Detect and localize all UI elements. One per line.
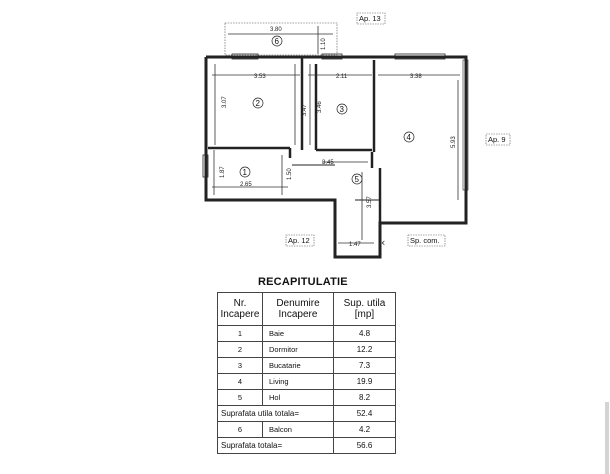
grand-total-area: 56.6 <box>334 438 396 454</box>
row-name: Hol <box>263 390 334 406</box>
table-row <box>218 358 396 374</box>
dim-bath-width: 2.65 <box>240 182 252 188</box>
dim-room4-height: 5.93 <box>451 136 457 148</box>
useful-total-label: Suprafata utila totala= <box>218 406 334 422</box>
header-area-line1: Sup. utila <box>343 298 386 309</box>
header-nr <box>218 293 263 326</box>
row-area: 4.8 <box>334 326 396 342</box>
room-number-1: 1 <box>242 168 247 177</box>
table-row <box>218 422 396 438</box>
scrollbar-thumb[interactable] <box>605 402 609 474</box>
dim-entry-width: 1.47 <box>349 242 361 248</box>
dim-room4-width: 3.38 <box>410 74 422 80</box>
room-number-4: 4 <box>406 133 411 142</box>
row-area: 4.2 <box>334 422 396 438</box>
row-nr: 6 <box>218 422 263 438</box>
row-name: Living <box>263 374 334 390</box>
dim-bath-side: 1.50 <box>287 168 293 180</box>
row-area: 19.9 <box>334 374 396 390</box>
recap-title: RECAPITULATIE <box>258 276 348 288</box>
dim-room2-width: 3.53 <box>254 74 266 80</box>
dim-hall-width: 3.45 <box>322 160 334 166</box>
label-ap-12: Ap. 12 <box>288 236 310 245</box>
header-area <box>334 293 396 326</box>
row-name: Baie <box>263 326 334 342</box>
row-nr: 2 <box>218 342 263 358</box>
dim-bath-height: 1.87 <box>220 166 226 178</box>
row-name: Balcon <box>263 422 334 438</box>
dim-room2-height: 3.07 <box>222 96 228 108</box>
recap-header-row <box>218 293 396 326</box>
dim-room2-side: 3.47 <box>302 104 308 116</box>
header-nr-line2: Incapere <box>220 309 260 320</box>
header-name <box>263 293 334 326</box>
row-area: 8.2 <box>334 390 396 406</box>
table-row <box>218 390 396 406</box>
row-name: Bucatarie <box>263 358 334 374</box>
dimension-labels <box>220 27 457 248</box>
entrance-arrow-icon: ‹ <box>381 236 386 249</box>
room-number-5: 5 <box>354 175 359 184</box>
dim-balcony-depth: 1.10 <box>321 38 327 50</box>
label-sp-com: Sp. com. <box>410 236 440 245</box>
header-name-line1: Denumire <box>276 298 320 309</box>
grand-total-row <box>218 438 396 454</box>
row-nr: 4 <box>218 374 263 390</box>
dim-room3-height: 3.46 <box>317 101 323 113</box>
neighbor-labels <box>286 13 510 246</box>
table-row <box>218 374 396 390</box>
row-nr: 5 <box>218 390 263 406</box>
label-ap-13: Ap. 13 <box>359 14 381 23</box>
row-nr: 3 <box>218 358 263 374</box>
row-name: Dormitor <box>263 342 334 358</box>
dim-balcony-width: 3.80 <box>270 27 282 33</box>
row-area: 7.3 <box>334 358 396 374</box>
dim-hall-depth: 3.57 <box>367 196 373 208</box>
table-row <box>218 342 396 358</box>
table-row <box>218 326 396 342</box>
apartment-walls <box>203 54 468 257</box>
recap-table <box>217 292 396 454</box>
grand-total-label: Suprafata totala= <box>218 438 334 454</box>
useful-total-area: 52.4 <box>334 406 396 422</box>
dim-room3-width: 2.11 <box>336 74 348 80</box>
header-nr-line1: Nr. <box>233 298 247 309</box>
useful-total-row <box>218 406 396 422</box>
label-ap-9: Ap. 9 <box>488 135 506 144</box>
header-area-line2: [mp] <box>354 309 375 320</box>
room-number-2: 2 <box>255 99 260 108</box>
room-number-3: 3 <box>339 105 344 114</box>
row-area: 12.2 <box>334 342 396 358</box>
room-number-6: 6 <box>274 37 279 46</box>
header-name-line2: Incapere <box>278 309 318 320</box>
row-nr: 1 <box>218 326 263 342</box>
